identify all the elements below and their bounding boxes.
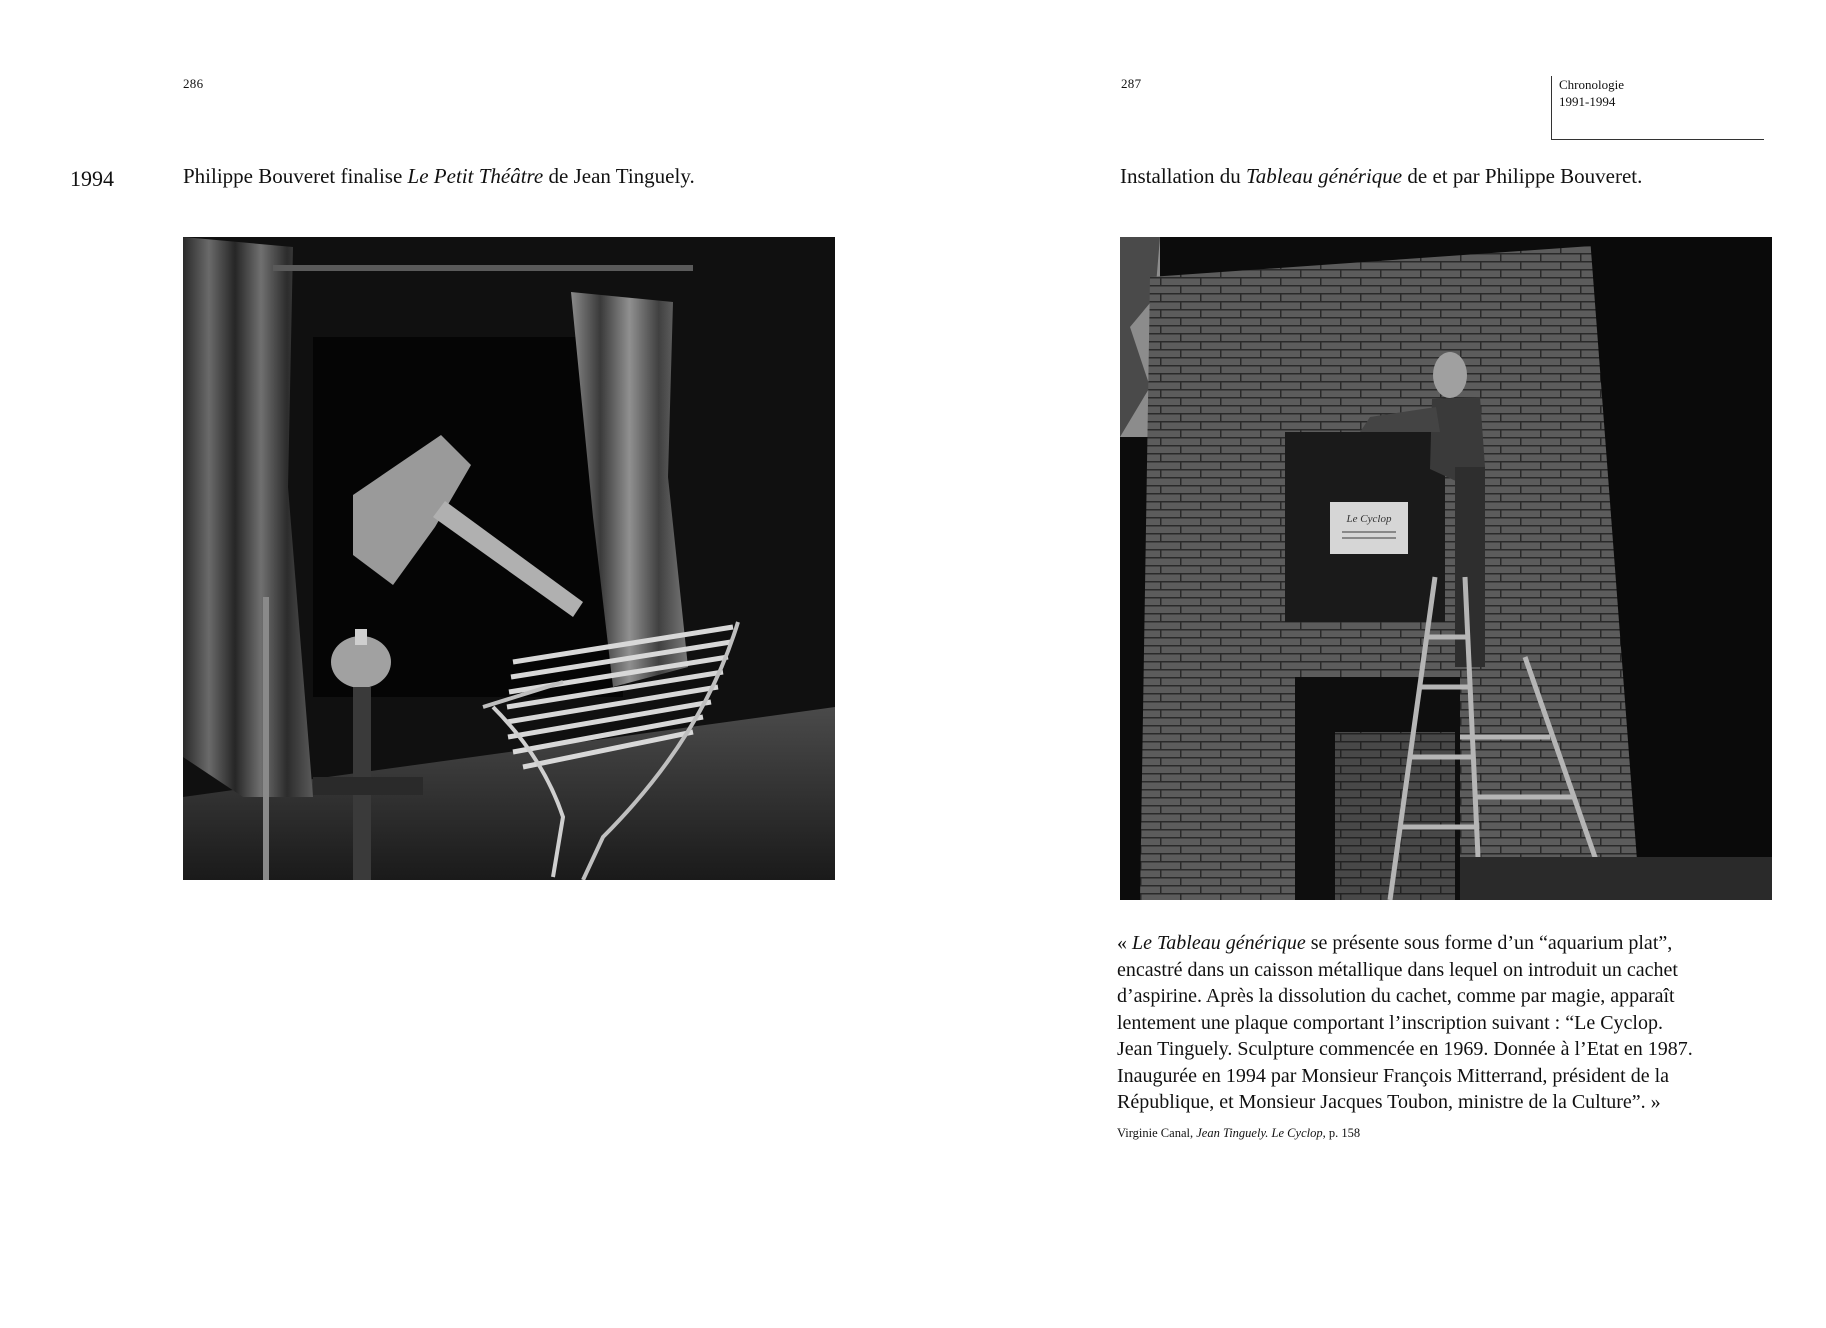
quote-line: République, et Monsieur Jacques Toubon, ministre de la Culture”. » — [1117, 1091, 1661, 1113]
quote-line: Jean Tinguely. Sculpture commencée en 1969. Donnée à l’Etat en 1987. — [1117, 1038, 1693, 1060]
running-head — [1551, 76, 1764, 140]
left-photo-caption — [183, 164, 695, 189]
quote-source — [1117, 1126, 1360, 1141]
quote-line: lentement une plaque comportant l’inscription suivant : “Le Cyclop. — [1117, 1011, 1663, 1034]
photo-petit-theatre-image — [183, 237, 835, 880]
quote-line: d’aspirine. Après la dissolution du cachet, comme par magie, apparaît — [1117, 985, 1675, 1007]
caption-text: de Jean Tinguely. — [543, 164, 695, 188]
photo-tableau-generique-image — [1120, 237, 1772, 900]
quote-line: encastré dans un caisson métallique dans lequel on introduit un cachet — [1117, 958, 1678, 981]
source-page: , p. 158 — [1322, 1126, 1361, 1140]
source-work-title: Jean Tinguely. Le Cyclop — [1196, 1126, 1323, 1140]
source-author: Virginie Canal, — [1117, 1126, 1197, 1140]
quote-artwork-title: Le Tableau générique — [1132, 932, 1306, 954]
caption-artwork-title: Tableau générique — [1245, 164, 1403, 188]
photo-petit-theatre — [183, 237, 835, 880]
year-heading: 1994 — [70, 166, 114, 191]
caption-text: de et par Philippe Bouveret. — [1402, 164, 1643, 188]
plaque-text: Le Cyclop — [1346, 513, 1392, 525]
quote-open: « — [1117, 932, 1132, 954]
caption-text: Installation du — [1120, 164, 1246, 188]
left-page-number: 286 — [183, 76, 204, 91]
right-photo-caption — [1120, 164, 1642, 189]
caption-text: Philippe Bouveret finalise — [183, 164, 408, 188]
photo-tableau-generique — [1120, 237, 1772, 900]
quote-text: se présente sous forme d’un “aquarium plat”, — [1305, 932, 1673, 954]
running-head-section: Chronologie — [1559, 77, 1624, 92]
quote-line: Inaugurée en 1994 par Monsieur François Mitterrand, président de la — [1117, 1064, 1670, 1087]
running-head-period: 1991-1994 — [1559, 94, 1616, 109]
quote-block — [1117, 930, 1757, 1116]
right-page-number: 287 — [1121, 76, 1142, 91]
caption-artwork-title: Le Petit Théâtre — [407, 164, 544, 188]
quote-line — [1117, 930, 1757, 957]
